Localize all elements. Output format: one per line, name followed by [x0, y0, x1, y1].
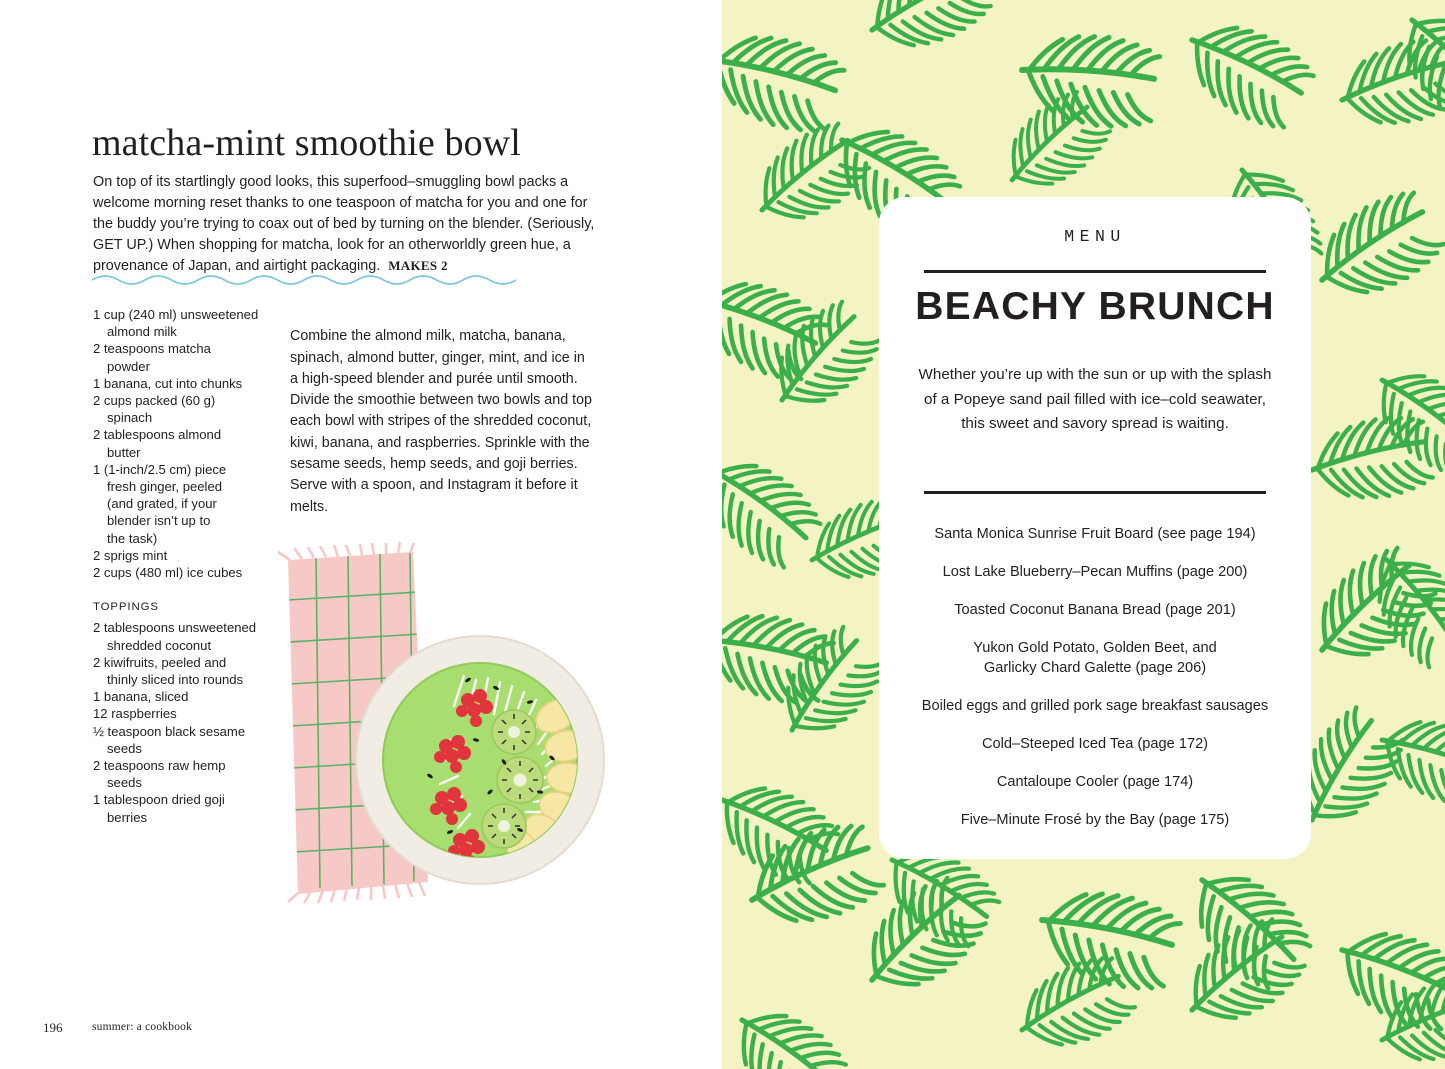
ingredient-line: 2 tablespoons almond: [93, 427, 222, 443]
list-item: [891, 734, 1299, 754]
ingredient-line: butter: [107, 444, 141, 460]
ingredient-line: 2 cups (480 ml) ice cubes: [93, 565, 243, 581]
ingredient-line: fresh ginger, peeled: [107, 479, 223, 495]
menu-item-label: Lost Lake Blueberry–Pecan Muffins (page 200): [942, 564, 1248, 580]
menu-item-label-line2: Garlicky Chard Galette (page 206): [983, 660, 1207, 676]
list-item: [891, 600, 1299, 620]
folio-page-number: 196: [43, 1020, 63, 1035]
topping-line: berries: [107, 809, 148, 825]
ingredient-line: powder: [107, 358, 150, 374]
list-item: [93, 757, 265, 791]
ingredient-line: 2 cups packed (60 g): [93, 393, 216, 409]
list-item: [891, 638, 1299, 678]
list-item: [891, 772, 1299, 792]
menu-item-label: Yukon Gold Potato, Golden Beet, and: [973, 640, 1217, 656]
list-item: [93, 654, 265, 688]
menu-item-label: Toasted Coconut Banana Bread (page 201): [954, 602, 1236, 618]
list-item: [93, 705, 265, 722]
list-item: [93, 461, 265, 547]
list-item: [93, 723, 265, 757]
ingredient-line: spinach: [107, 410, 153, 426]
ingredient-line: (and grated, if your: [107, 496, 217, 512]
topping-line: 12 raspberries: [93, 706, 177, 722]
ingredient-line: blender isn’t up to: [107, 513, 211, 529]
topping-line: thinly sliced into rounds: [107, 672, 244, 688]
ingredient-line: 1 (1-inch/2.5 cm) piece: [93, 461, 227, 477]
ingredient-line: 1 banana, cut into chunks: [93, 375, 243, 391]
list-item: [93, 619, 265, 653]
menu-kicker: MENU: [1064, 227, 1126, 246]
menu-item-label: Boiled eggs and grilled pork sage breakfast sausages: [921, 698, 1269, 714]
list-item: [93, 564, 265, 581]
method-text: Combine the almond milk, matcha, banana, spinach, almond butter, ginger, mint, and ice in a high-speed blender and purée until smooth. Divide the smoothie between two bowls and top each bowl with stripes of the shredded coconut, kiwi, banana, and raspberries. Sprinkle with the sesame seeds, hemp seeds, and goji berries. Serve with a spoon, and Instagram it before it melts.: [290, 328, 593, 515]
ingredient-line: almond milk: [107, 324, 177, 340]
list-item: [93, 340, 265, 374]
list-item: [891, 696, 1299, 716]
folio-book-title: summer: a cookbook: [92, 1021, 193, 1033]
ingredient-line: 2 sprigs mint: [93, 547, 168, 563]
recipe-intro-text: On top of its startlingly good looks, this superfood–smuggling bowl packs a welcome morning reset thanks to one teaspoon of matcha for you and one for the buddy you’re trying to coax out of bed by turning on the blender. (Seriously, GET UP.) When shopping for matcha, look for an otherworldly green hue, a provenance of Japan, and airtight packaging.: [93, 174, 595, 274]
menu-item-label: Cantaloupe Cooler (page 174): [996, 774, 1194, 790]
left-page: [0, 0, 722, 1069]
wave-divider-icon: [92, 272, 517, 288]
list-item: [93, 426, 265, 460]
ingredient-line: the task): [107, 530, 158, 546]
ingredients-list: [93, 306, 265, 826]
list-item: [93, 392, 265, 426]
list-item: [891, 810, 1299, 830]
list-item: [93, 375, 265, 392]
menu-heading: BEACHY BRUNCH: [915, 285, 1275, 328]
topping-line: ½ teaspoon black sesame: [93, 723, 246, 739]
list-item: [93, 306, 265, 340]
list-item: [93, 688, 265, 705]
divider-bottom: [924, 491, 1266, 494]
ingredient-line: 1 cup (240 ml) unsweetened: [93, 307, 259, 322]
topping-line: 1 banana, sliced: [93, 689, 189, 705]
topping-line: 2 tablespoons unsweetened: [93, 620, 257, 636]
menu-item-label: Cold–Steeped Iced Tea (page 172): [981, 736, 1209, 752]
menu-item-label: Five–Minute Frosé by the Bay (page 175): [960, 812, 1230, 828]
right-page: [722, 0, 1445, 1069]
recipe-intro: [93, 172, 605, 276]
topping-line: shredded coconut: [107, 637, 212, 653]
divider-top: [924, 270, 1266, 273]
topping-line: seeds: [107, 775, 142, 791]
recipe-yield: MAKES 2: [388, 257, 448, 273]
ingredient-line: 2 teaspoons matcha: [93, 341, 211, 357]
toppings-heading: TOPPINGS: [93, 601, 159, 614]
topping-line: 2 teaspoons raw hemp: [93, 758, 226, 774]
topping-line: 2 kiwifruits, peeled and: [93, 654, 227, 670]
list-item: [891, 562, 1299, 582]
smoothie-bowl-illustration: [268, 530, 648, 960]
menu-item-label: Santa Monica Sunrise Fruit Board (see page 194): [934, 526, 1256, 542]
list-item: [93, 791, 265, 825]
menu-item-list: [891, 524, 1299, 848]
list-item: [93, 547, 265, 564]
list-item: [891, 524, 1299, 544]
menu-card: [879, 197, 1311, 859]
menu-blurb: Whether you’re up with the sun or up with the splash of a Popeye sand pail filled with ice–cold seawater, this sweet and savory spread is waiting.: [918, 366, 1272, 432]
topping-line: 1 tablespoon dried goji: [93, 792, 225, 808]
page-title: matcha-mint smoothie bowl: [92, 122, 521, 165]
topping-line: seeds: [107, 740, 142, 756]
